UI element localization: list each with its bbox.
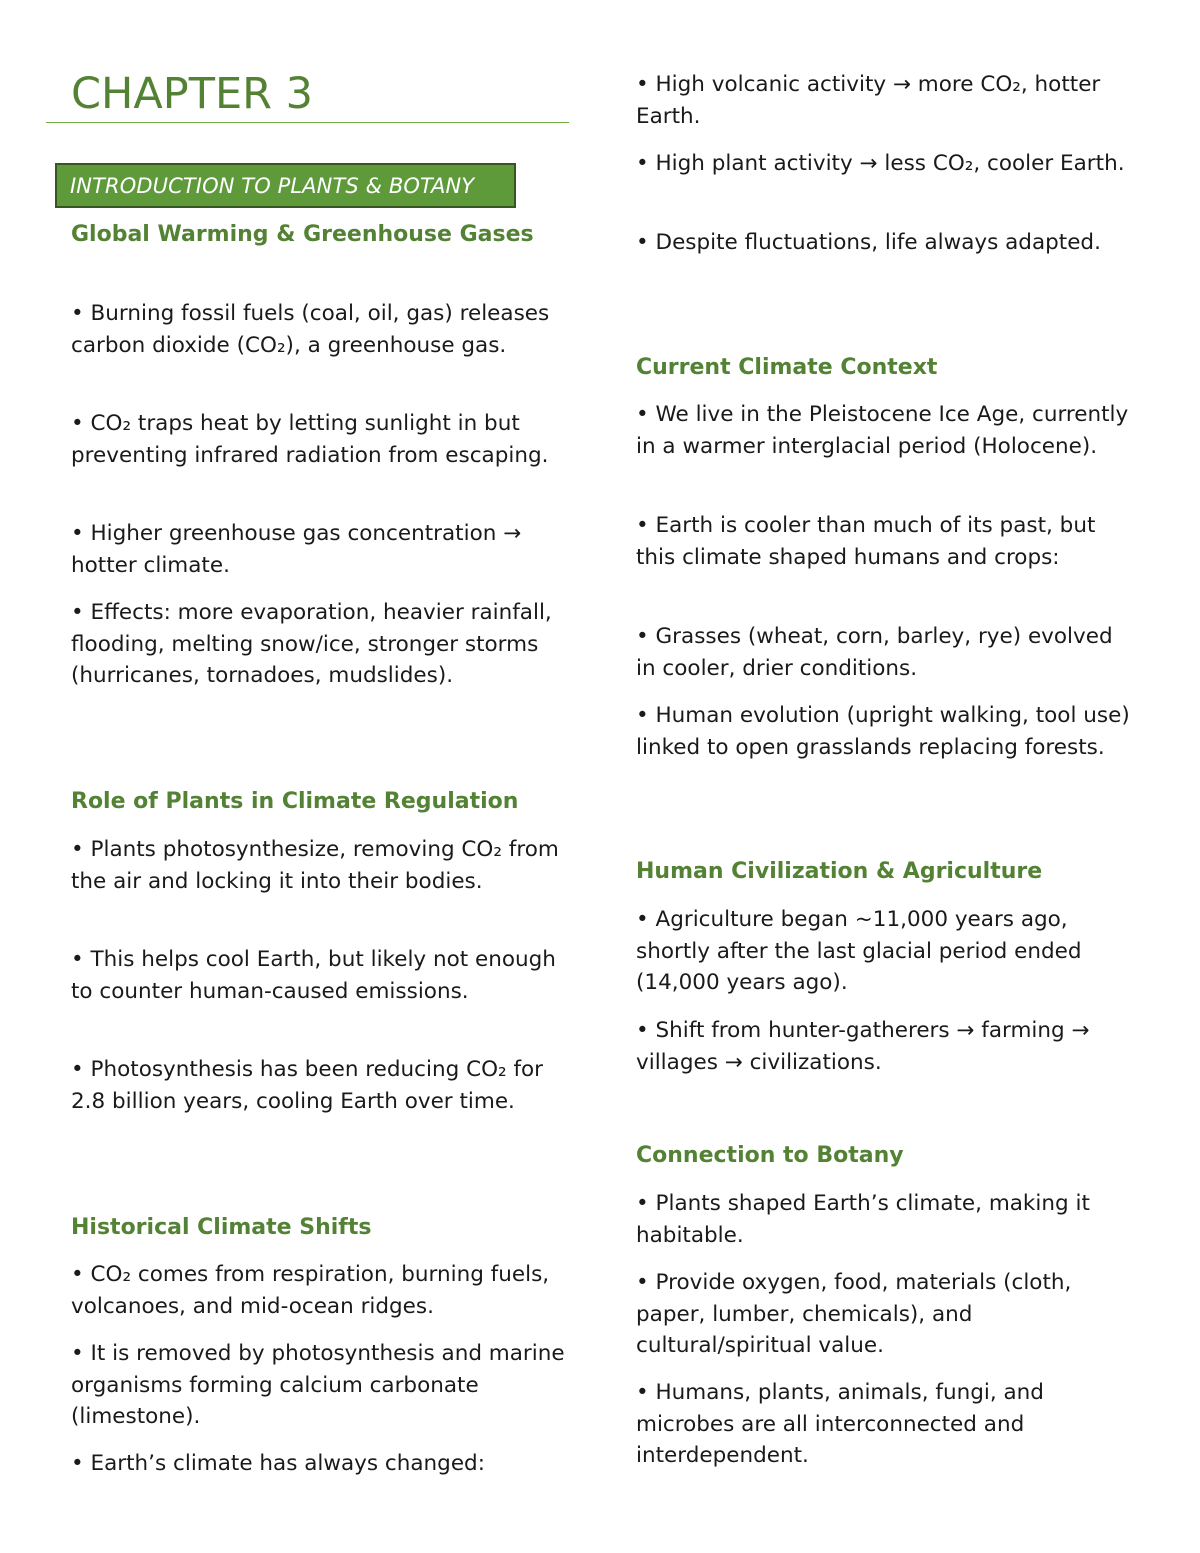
bullet-co2-removal: • It is removed by photosynthesis and marine organisms forming calcium carbonate (limestone).	[71, 1341, 565, 1429]
bullet-human-evolution: • Human evolution (upright walking, tool use) linked to open grasslands replacing forests.	[636, 703, 1130, 760]
chapter-divider	[46, 122, 569, 123]
bullet-earth-cooler: • Earth is cooler than much of its past, but this climate shaped humans and crops:	[636, 513, 1096, 570]
section-banner-text: INTRODUCTION TO PLANTS & BOTANY	[70, 174, 475, 198]
bullet-fossil-fuels: • Burning fossil fuels (coal, oil, gas) releases carbon dioxide (CO₂), a greenhouse gas.	[71, 301, 550, 358]
bullet-life-adapted: • Despite fluctuations, life always adapted.	[636, 230, 1101, 255]
bullet-volcanic-activity: • High volcanic activity → more CO₂, hotter Earth.	[636, 72, 1101, 129]
heading-civilization: Human Civilization & Agriculture	[636, 859, 1043, 884]
heading-role-of-plants: Role of Plants in Climate Regulation	[71, 789, 519, 814]
bullet-pleistocene: • We live in the Pleistocene Ice Age, currently in a warmer interglacial period (Holocene).	[636, 402, 1129, 459]
bullet-co2-sources: • CO₂ comes from respiration, burning fuels, volcanoes, and mid-ocean ridges.	[71, 1262, 550, 1319]
bullet-cool-earth: • This helps cool Earth, but likely not enough to counter human-caused emissions.	[71, 947, 556, 1004]
heading-current-climate: Current Climate Context	[636, 355, 938, 380]
heading-connection-botany: Connection to Botany	[636, 1143, 904, 1168]
bullet-plant-activity: • High plant activity → less CO₂, cooler Earth.	[636, 151, 1125, 176]
bullet-climate-changed: • Earth’s climate has always changed:	[71, 1451, 485, 1476]
bullet-reducing-co2: • Photosynthesis has been reducing CO₂ for 2.8 billion years, cooling Earth over time.	[71, 1057, 544, 1114]
heading-historical-shifts: Historical Climate Shifts	[71, 1215, 372, 1240]
bullet-photosynthesize: • Plants photosynthesize, removing CO₂ from the air and locking it into their bodies.	[71, 837, 559, 894]
chapter-title: CHAPTER 3	[71, 69, 314, 119]
bullet-hunter-gatherers: • Shift from hunter-gatherers → farming → villages → civilizations.	[636, 1018, 1090, 1075]
bullet-habitable: • Plants shaped Earth’s climate, making it habitable.	[636, 1191, 1090, 1248]
bullet-co2-traps-heat: • CO₂ traps heat by letting sunlight in but preventing infrared radiation from escaping.	[71, 411, 549, 468]
bullet-agriculture-began: • Agriculture began ~11,000 years ago, shortly after the last glacial period ended (14,000 years ago).	[636, 907, 1082, 995]
bullet-provide-oxygen: • Provide oxygen, food, materials (cloth, paper, lumber, chemicals), and cultural/spiritual value.	[636, 1270, 1072, 1358]
bullet-higher-concentration: • Higher greenhouse gas concentration → hotter climate.	[71, 521, 522, 578]
bullet-grasses: • Grasses (wheat, corn, barley, rye) evolved in cooler, drier conditions.	[636, 624, 1113, 681]
bullet-interconnected: • Humans, plants, animals, fungi, and microbes are all interconnected and interdependent.	[636, 1380, 1044, 1468]
bullet-effects: • Effects: more evaporation, heavier rainfall, flooding, melting snow/ice, stronger storms (hurricanes, tornadoes, mudslides).	[71, 600, 552, 688]
heading-global-warming: Global Warming & Greenhouse Gases	[71, 222, 534, 247]
section-banner	[55, 163, 516, 208]
